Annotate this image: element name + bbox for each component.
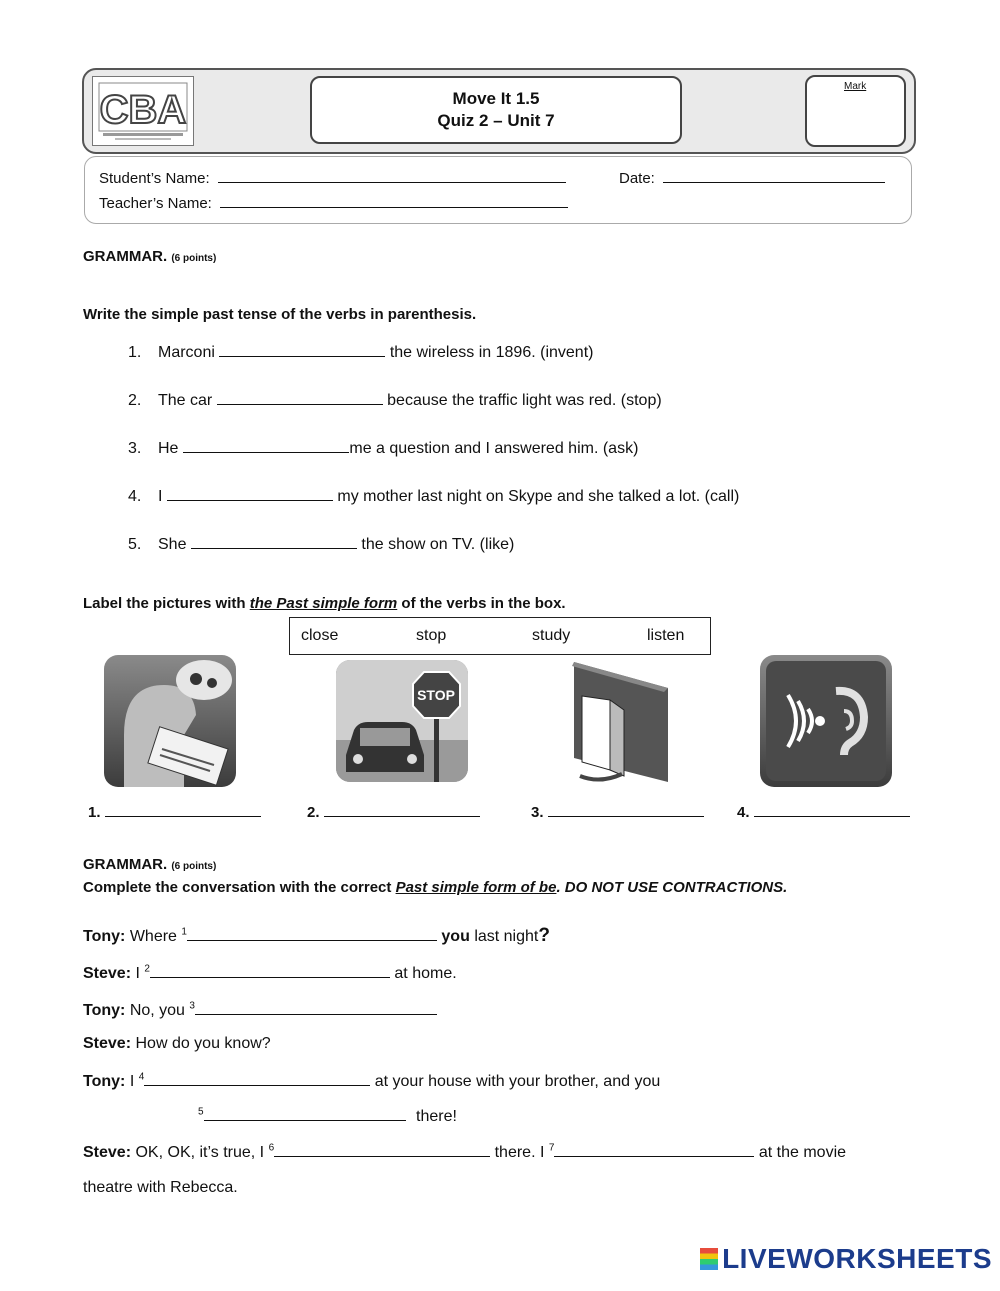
picture-answer-2[interactable]	[324, 802, 480, 817]
conversation-line-6: $^5$ there!	[198, 1106, 457, 1125]
listen-picture	[760, 655, 892, 787]
svg-text:CBA: CBA	[99, 88, 187, 132]
answer-blank-5[interactable]	[191, 534, 357, 549]
conversation-blank-4[interactable]	[144, 1071, 370, 1086]
student-name-label: Student’s Name:	[99, 170, 210, 187]
date-field[interactable]	[663, 168, 885, 183]
mark-box[interactable]	[805, 75, 906, 147]
picture-answer-1[interactable]	[105, 802, 261, 817]
conversation-line-2: Steve: I $^2$ at home.	[83, 963, 457, 982]
study-icon	[104, 655, 236, 787]
conversation-line-8: theatre with Rebecca.	[83, 1179, 238, 1196]
conversation-line-5: Tony: I $^4$ at your house with your brother, and you	[83, 1071, 661, 1090]
conversation-line-4: Steve: How do you know?	[83, 1035, 271, 1052]
picture-label-1: 1.	[88, 802, 261, 821]
mark-label: Mark	[844, 81, 867, 92]
student-name-row	[99, 168, 566, 187]
list-item: 5. She the show on TV. (like)	[128, 536, 515, 553]
section3-instruction: Complete the conversation with the correct Past simple form of be. DO NOT USE CONTRACTIONS.	[83, 879, 788, 896]
section2-instruction: Label the pictures with the Past simple form of the verbs in the box.	[83, 595, 566, 612]
section1-instruction: Write the simple past tense of the verbs in parenthesis.	[83, 306, 477, 323]
conversation-line-3: Tony: No, you $^3$	[83, 1000, 437, 1020]
verb-close: close	[301, 627, 339, 644]
brand-color-icon	[700, 1248, 718, 1270]
quiz-title: Move It 1.5	[452, 89, 540, 108]
answer-blank-2[interactable]	[217, 390, 383, 405]
ear-icon	[760, 655, 892, 787]
verb-study: study	[532, 627, 571, 644]
answer-blank-4[interactable]	[167, 486, 333, 501]
picture-answer-3[interactable]	[548, 802, 704, 817]
picture-answer-4[interactable]	[754, 802, 910, 817]
teacher-name-row	[99, 193, 568, 212]
conversation-blank-7[interactable]	[554, 1142, 754, 1157]
list-item: 4. I my mother last night on Skype and she talked a lot. (call)	[128, 488, 740, 505]
answer-blank-3[interactable]	[183, 438, 349, 453]
teacher-name-field[interactable]	[220, 193, 568, 208]
date-label: Date:	[619, 170, 655, 187]
verb-stop: stop	[416, 627, 447, 644]
picture-label-3: 3.	[531, 802, 704, 821]
conversation-line-1: Tony: Where $^1$ you last night?	[83, 925, 550, 946]
answer-blank-1[interactable]	[219, 342, 385, 357]
door-icon	[560, 658, 672, 786]
list-item: 3. He me a question and I answered him. (ask)	[128, 440, 639, 457]
list-item: 2. The car because the traffic light was red. (stop)	[128, 392, 662, 409]
stop-icon	[336, 660, 468, 782]
school-logo	[92, 76, 194, 146]
student-name-field[interactable]	[218, 168, 566, 183]
conversation-blank-2[interactable]	[150, 963, 390, 978]
name-box	[84, 156, 912, 224]
verb-box	[289, 617, 711, 655]
section3-points: (6 points)	[171, 861, 217, 872]
section1-heading: GRAMMAR. (6 points)	[83, 248, 217, 265]
conversation-blank-5[interactable]	[204, 1106, 406, 1121]
stop-picture	[336, 660, 468, 782]
conversation-line-7: Steve: OK, OK, it’s true, I $^6$ there. I $^7$ at the movie	[83, 1142, 847, 1161]
close-picture	[560, 658, 672, 786]
quiz-title-box	[310, 76, 682, 144]
liveworksheets-logo: LIVEWORKSHEETS	[700, 1243, 992, 1275]
list-item: 1. Marconi the wireless in 1896. (invent)	[128, 344, 594, 361]
conversation-blank-1[interactable]	[187, 926, 437, 941]
section1-points: (6 points)	[171, 253, 217, 264]
study-picture	[104, 655, 236, 787]
picture-label-4: 4.	[737, 802, 910, 821]
section3-heading: GRAMMAR. (6 points)	[83, 856, 217, 873]
teacher-name-label: Teacher’s Name:	[99, 195, 212, 212]
date-row	[619, 168, 885, 187]
quiz-subtitle: Quiz 2 – Unit 7	[437, 111, 555, 130]
conversation-blank-3[interactable]	[195, 1000, 437, 1015]
conversation-blank-6[interactable]	[274, 1142, 490, 1157]
picture-label-2: 2.	[307, 802, 480, 821]
verb-listen: listen	[647, 627, 685, 644]
svg-text:STOP: STOP	[417, 687, 455, 703]
